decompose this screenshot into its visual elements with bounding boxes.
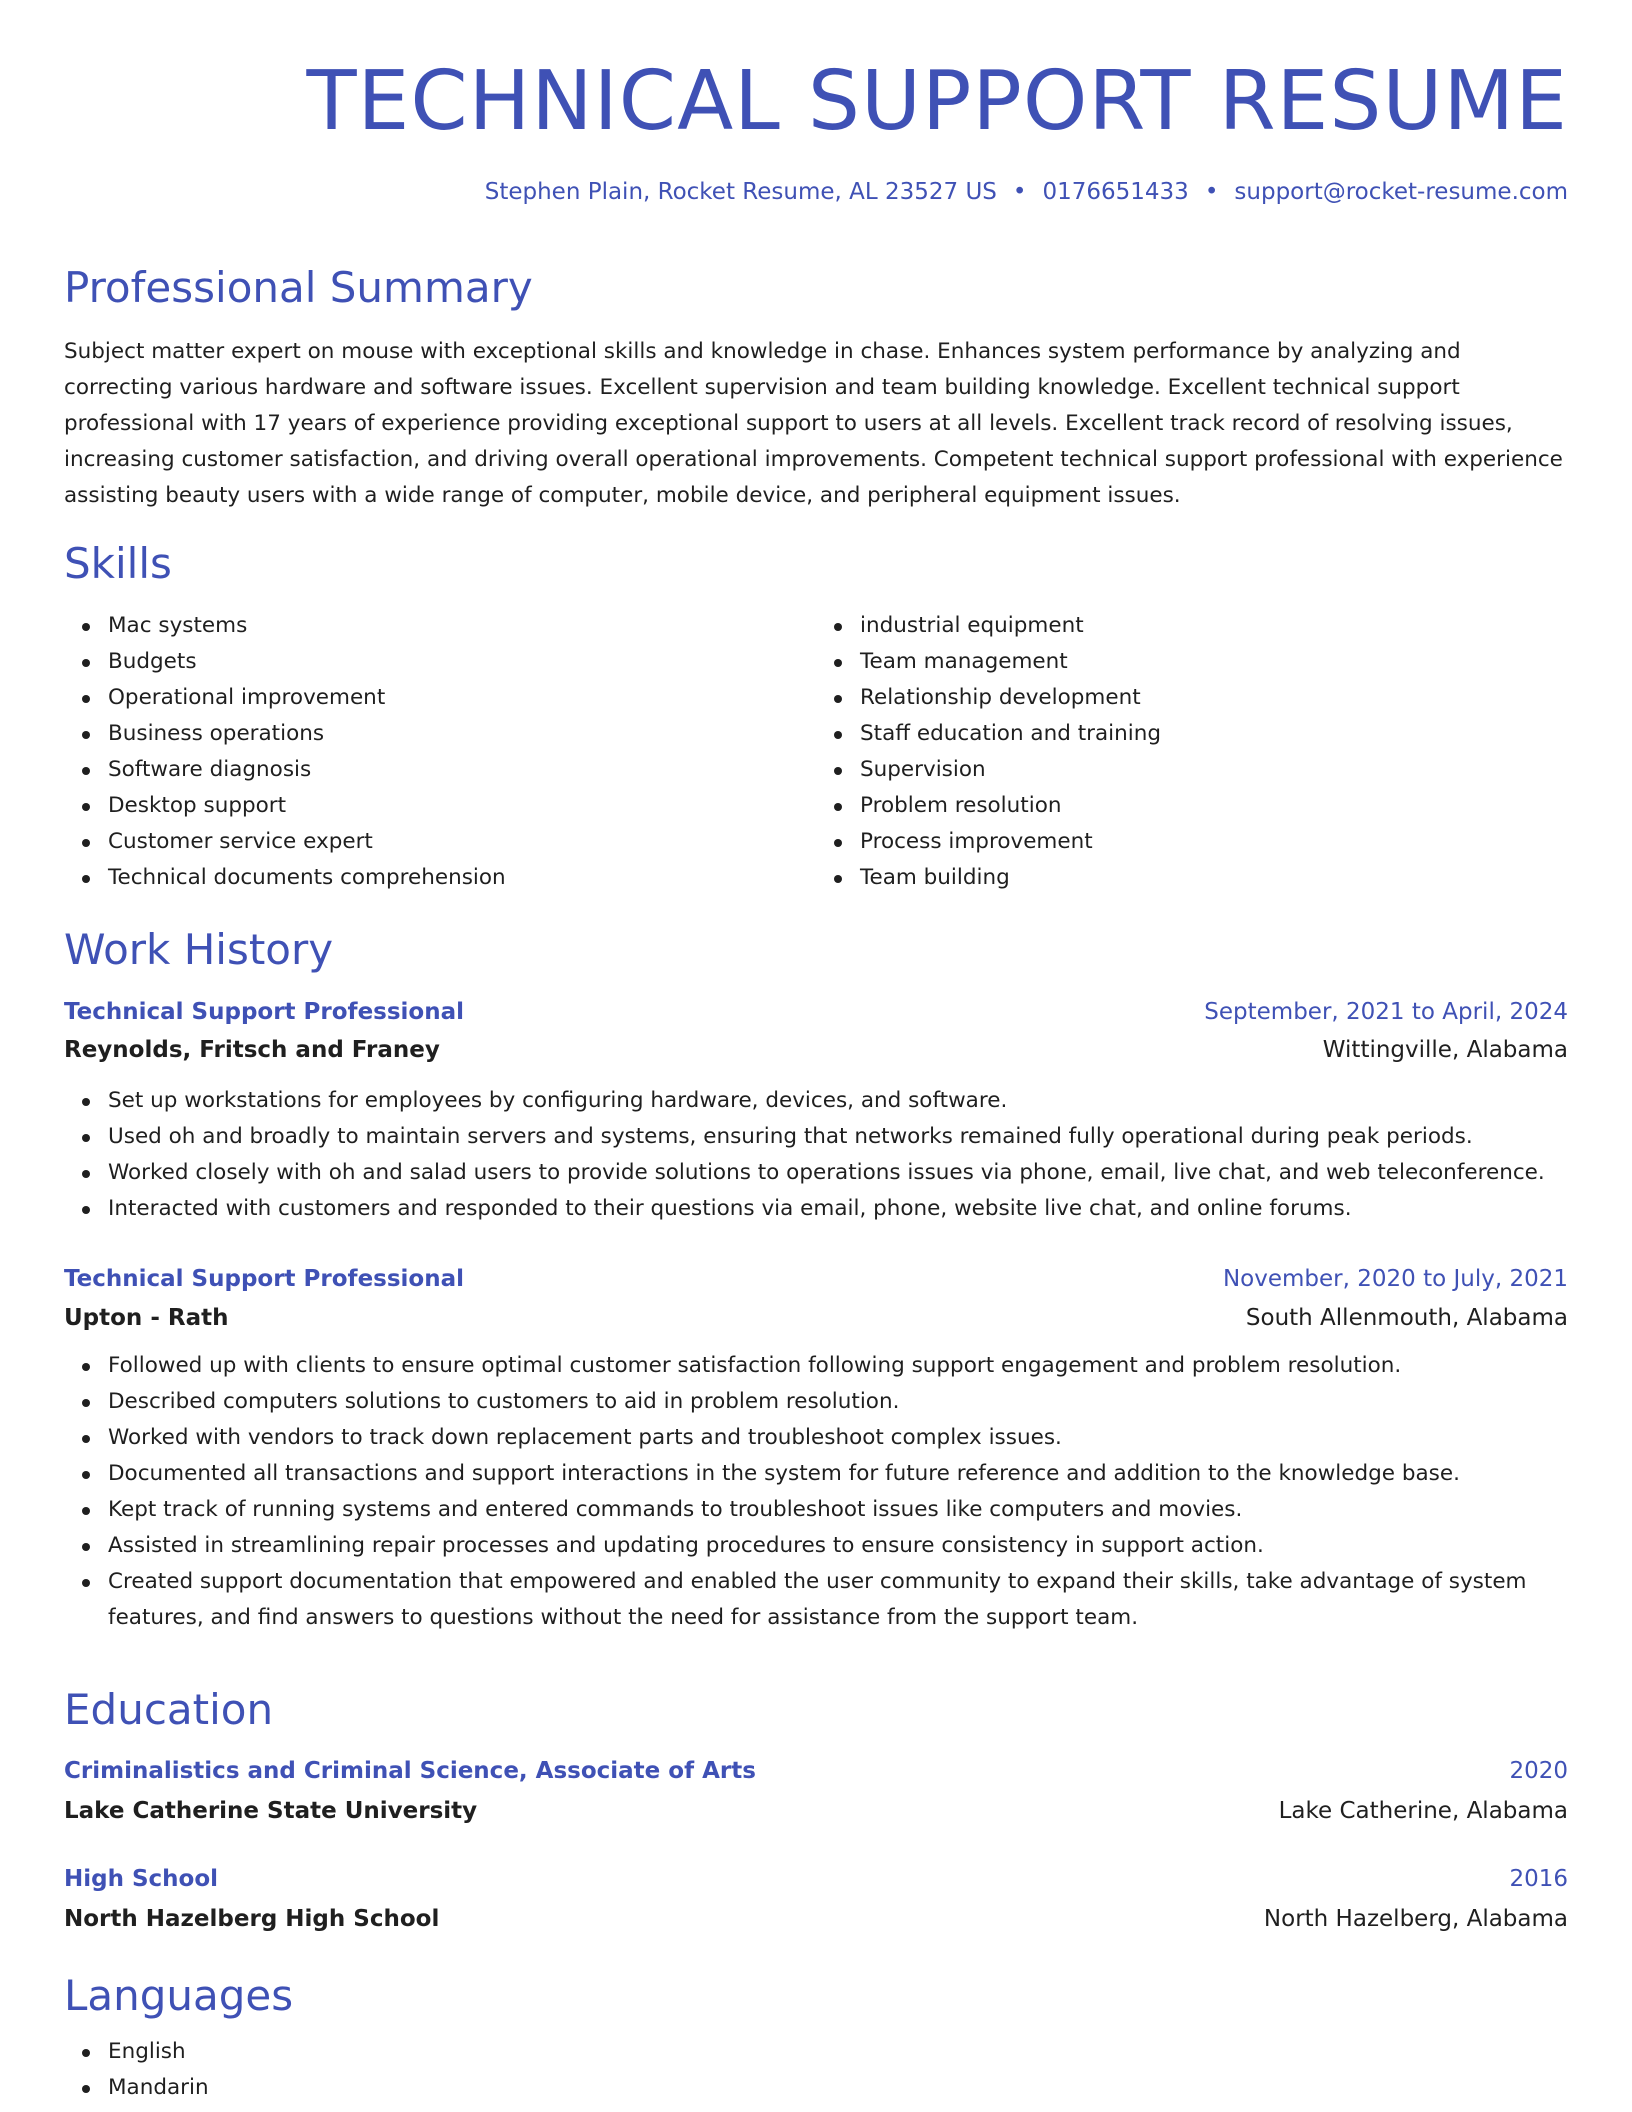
job-company: Reynolds, Fritsch and Franey (64, 1037, 440, 1063)
languages-list (64, 2034, 1568, 2106)
skill-item: Problem resolution (860, 788, 1568, 824)
skills-list-left (64, 608, 816, 896)
job-entry (64, 1262, 1568, 1636)
job-bullets (64, 1083, 1568, 1227)
skill-item: Team management (860, 644, 1568, 680)
education-degree: High School (64, 1866, 219, 1892)
education-school-row (64, 1902, 1568, 1936)
contact-phone: 0176651433 (1042, 179, 1189, 205)
skills-section (64, 538, 1568, 896)
job-bullet: Described computers solutions to customers to aid in problem resolution. (108, 1384, 1568, 1420)
job-dates: September, 2021 to April, 2024 (1204, 999, 1568, 1025)
skill-item: industrial equipment (860, 608, 1568, 644)
job-entry (64, 995, 1568, 1227)
skill-item: Supervision (860, 752, 1568, 788)
job-company-row (64, 1033, 1568, 1067)
education-heading: Education (64, 1685, 274, 1734)
skill-item: Team building (860, 860, 1568, 896)
skill-item: Operational improvement (108, 680, 816, 716)
summary-heading: Professional Summary (64, 263, 533, 312)
summary-text: Subject matter expert on mouse with exceptional skills and knowledge in chase. Enhances system performance by analyzing and correcting various hardware and software issues. Excellent supervision and team building knowledge. Excellent technical support professional with 17 years of experience providing exceptional support to users at all levels. Excellent track record of resolving issues, increasing customer satisfaction, and driving overall operational improvements. Competent technical support professional with experience assisting beauty users with a wide range of computer, mobile device, and peripheral equipment issues. (64, 339, 1563, 508)
job-company-row (64, 1301, 1568, 1335)
job-bullet: Worked closely with oh and salad users to provide solutions to operations issues via phone, email, live chat, and web teleconference. (108, 1155, 1568, 1191)
skills-list-right (816, 608, 1568, 896)
skill-item: Desktop support (108, 788, 816, 824)
job-title: Technical Support Professional (64, 999, 465, 1025)
job-bullet: Worked with vendors to track down replacement parts and troubleshoot complex issues. (108, 1420, 1568, 1456)
job-location: South Allenmouth, Alabama (1245, 1305, 1568, 1331)
education-entry (64, 1754, 1568, 1828)
job-bullet: Set up workstations for employees by configuring hardware, devices, and software. (108, 1083, 1568, 1119)
education-entry (64, 1862, 1568, 1936)
contact-line (485, 176, 1568, 208)
education-section (64, 1684, 1568, 1736)
job-header-row (64, 995, 1568, 1029)
education-header-row (64, 1862, 1568, 1896)
education-school-row (64, 1794, 1568, 1828)
job-bullet: Used oh and broadly to maintain servers and systems, ensuring that networks remained fully operational during peak periods. (108, 1119, 1568, 1155)
education-location: Lake Catherine, Alabama (1278, 1798, 1568, 1824)
skill-item: Staff education and training (860, 716, 1568, 752)
skill-item: Customer service expert (108, 824, 816, 860)
job-company: Upton - Rath (64, 1305, 229, 1331)
resume-title: TECHNICAL SUPPORT RESUME (306, 54, 1568, 149)
job-bullet: Followed up with clients to ensure optimal customer satisfaction following support engagement and problem resolution. (108, 1348, 1568, 1384)
skills-heading: Skills (64, 539, 172, 588)
education-header-row (64, 1754, 1568, 1788)
job-bullet: Created support documentation that empowered and enabled the user community to expand their skills, take advantage of system features, and find answers to questions without the need for assistance from the support team. (108, 1564, 1568, 1636)
education-school: North Hazelberg High School (64, 1906, 440, 1932)
skill-item: Process improvement (860, 824, 1568, 860)
language-item: English (108, 2034, 1568, 2070)
skill-item: Software diagnosis (108, 752, 816, 788)
contact-separator: • (1012, 179, 1027, 205)
skill-item: Mac systems (108, 608, 816, 644)
education-year: 2016 (1509, 1866, 1568, 1892)
education-location: North Hazelberg, Alabama (1263, 1906, 1568, 1932)
contact-separator: • (1204, 179, 1219, 205)
contact-email[interactable]: support@rocket-resume.com (1234, 179, 1568, 205)
job-bullet: Assisted in streamlining repair processes and updating procedures to ensure consistency in support action. (108, 1528, 1568, 1564)
languages-section (64, 1970, 1568, 2106)
job-bullet: Interacted with customers and responded to their questions via email, phone, website live chat, and online forums. (108, 1191, 1568, 1227)
skill-item: Relationship development (860, 680, 1568, 716)
skill-item: Business operations (108, 716, 816, 752)
work-heading: Work History (64, 925, 334, 974)
contact-address: Stephen Plain, Rocket Resume, AL 23527 US (484, 179, 997, 205)
summary-section (64, 262, 1568, 514)
job-header-row (64, 1262, 1568, 1296)
language-item: Mandarin (108, 2070, 1568, 2106)
education-degree: Criminalistics and Criminal Science, Associate of Arts (64, 1758, 756, 1784)
job-dates: November, 2020 to July, 2021 (1222, 1266, 1568, 1292)
skills-columns (64, 608, 1568, 896)
job-bullets (64, 1348, 1568, 1636)
education-year: 2020 (1509, 1758, 1568, 1784)
skill-item: Budgets (108, 644, 816, 680)
job-bullet: Documented all transactions and support interactions in the system for future reference and addition to the knowledge base. (108, 1456, 1568, 1492)
languages-heading: Languages (64, 1971, 294, 2020)
job-title: Technical Support Professional (64, 1266, 465, 1292)
job-bullet: Kept track of running systems and entered commands to troubleshoot issues like computers and movies. (108, 1492, 1568, 1528)
skill-item: Technical documents comprehension (108, 860, 816, 896)
job-location: Wittingville, Alabama (1322, 1037, 1568, 1063)
education-school: Lake Catherine State University (64, 1798, 478, 1824)
work-section (64, 924, 1568, 976)
